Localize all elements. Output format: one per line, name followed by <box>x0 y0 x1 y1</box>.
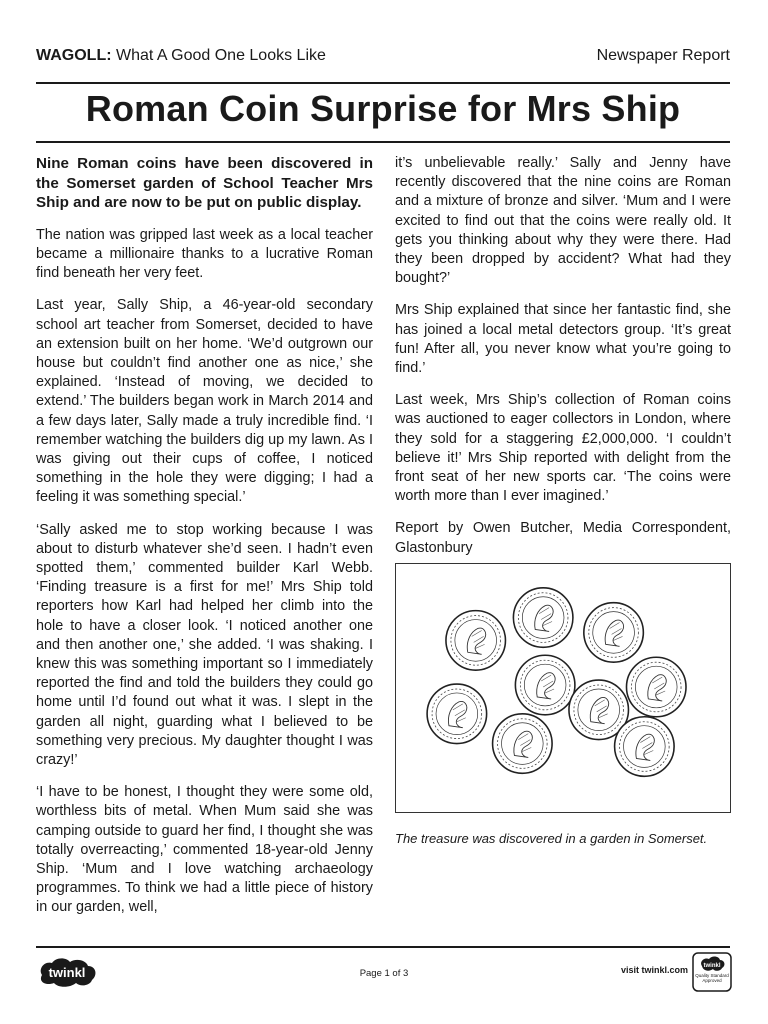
lead-paragraph: Nine Roman coins have been discovered in the Somerset garden of School Teacher Mrs Ship and are now to be put on public display. <box>36 155 373 212</box>
paragraph: ‘I have to be honest, I thought they were some old, worthless bits of metal. When Mum said she was camping outside to guard her find, I thought she was totally overreacting,’ commented 18-year-old Jenny Ship. ‘Mum and I love watching archaeology programmes. To think we had a little piece of history in our garden, well, <box>36 784 373 916</box>
logo-text: twinkl <box>48 965 86 980</box>
coin <box>626 657 686 717</box>
coin <box>515 655 575 715</box>
coin <box>584 603 644 663</box>
paragraph: it’s unbelievable really.’ Sally and Jenny have recently discovered that the nine coins are Roman and a mixture of bronze and silver. ‘Mum and I were excited to find out that the coins were really old. It gets you thinking about why they were there. Had they been dropped by accident? What had they bought?’ <box>395 155 731 287</box>
right-column <box>395 154 731 571</box>
header-wagoll <box>36 47 326 65</box>
page-header <box>36 44 730 68</box>
byline: Report by Owen Butcher, Media Correspondent, Glastonbury <box>395 520 731 556</box>
paragraph: Last year, Sally Ship, a 46-year-old secondary school art teacher from Somerset, decided to have an extension built on her home. ‘We’d outgrown our house but couldn’t find another one as nice,’ she explained. ‘Instead of moving, we decided to extend.’ The builders began work in March 2014 and a few days later, Sally made a truly incredible find. ‘I remember watching the builders dig up my lawn. As I was giving out their cups of coffee, I noticed something in the hole they were digging; I had a feeling it was something special.’ <box>36 297 373 506</box>
header-report-type: Newspaper Report <box>596 47 730 64</box>
paragraph: Last week, Mrs Ship’s collection of Roman coins was auctioned to eager collectors in London, where they sold for a staggering £2,000,000. ‘I couldn’t believe it!’ Mrs Ship reported with delight from the front seat of her new sports car. ‘The coins were worth more than I ever imagined.’ <box>395 392 731 505</box>
coin <box>427 684 487 744</box>
image-caption: The treasure was discovered in a garden in Somerset. <box>395 831 708 846</box>
header-wagoll-bold: WAGOLL: <box>36 47 112 64</box>
coin <box>615 717 675 777</box>
coin <box>493 714 553 774</box>
title-rule <box>36 141 730 143</box>
coin <box>513 588 573 648</box>
page-title: Roman Coin Surprise for Mrs Ship <box>85 88 681 129</box>
paragraph: The nation was gripped last week as a local teacher became a millionaire thanks to a lucrative Roman find beneath her very feet. <box>36 226 373 282</box>
header-wagoll-text: What A Good One Looks Like <box>111 47 326 64</box>
coins-drawing <box>396 564 730 812</box>
top-rule <box>36 82 730 84</box>
coins-illustration <box>395 563 731 813</box>
left-column <box>36 154 373 931</box>
visit-link[interactable]: visit twinkl.com <box>620 965 688 975</box>
quality-badge <box>692 952 732 992</box>
coin <box>446 611 506 671</box>
paragraph: Mrs Ship explained that since her fantastic find, she has joined a local metal detectors group. ‘It’s great fun! After all, you never know what you’re going to find.’ <box>395 302 731 377</box>
badge-text: Quality Standard Approved <box>695 973 729 983</box>
svg-text:twinkl: twinkl <box>703 963 721 969</box>
page-number: Page 1 of 3 <box>359 968 409 979</box>
footer-rule <box>36 946 730 948</box>
paragraph: ‘Sally asked me to stop working because I was about to disturb whatever she’d seen. I hadn’t even spotted them,’ commented builder Karl Webb. ‘Finding treasure is a first for me!’ Mrs Ship told reporters how Karl had helped her climb into the hole to have a closer look. ‘I noticed another one and then another one,’ she added. ‘I was shaking. I knew this was something important so I immediately reported the find and told the builders they could go home until I’d found out what it was. I slept in the garden all night, guarding what I believed to be something very precious. My daughter thought I was crazy!’ <box>36 521 373 769</box>
